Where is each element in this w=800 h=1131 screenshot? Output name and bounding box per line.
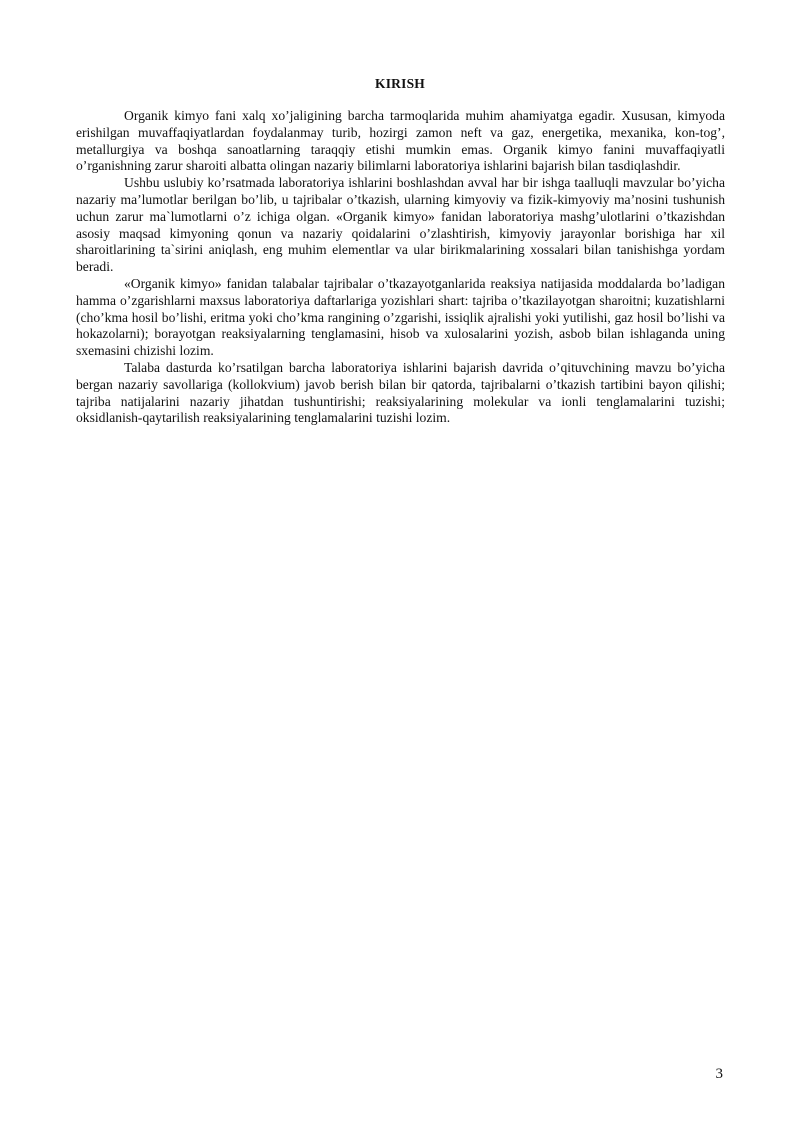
- paragraph-2: Ushbu uslubiy ko’rsatmada laboratoriya ishlarini boshlashdan avval har bir ishga taalluqli mavzular bo’yicha nazariy ma’lumotlar berilgan bo’lib, u tajribalar o’tkazish, ularning kimyoviy va fizik-kimyoviy ma’nosini tushunish uchun zarur ma`lumotlarni o’z ichiga olgan. «Organik kimyo» fanidan laboratoriya mashg’ulotlarini o’tkazishdan asosiy maqsad kimyoning qonun va nazariy qoidalarini o’zlashtirish, kimyoviy jarayonlar borishiga har xil sharoitlarining ta`sirini aniqlash, eng muhim elementlar va ular birikmalarining xossalari bilan tanishishga yordam beradi.: [76, 175, 725, 275]
- page-title: KIRISH: [375, 76, 425, 91]
- page-number: 3: [715, 1066, 723, 1082]
- paragraph-4: Talaba dasturda ko’rsatilgan barcha laboratoriya ishlarini bajarish davrida o’qituvchining mavzu bo’yicha bergan nazariy savollariga (kollokvium) javob berish bilan bir qatorda, tajribalarni o’tkazish tartibini bayon qilishi; tajriba natijalarini nazariy jihatdan tushuntirishi; reaksiyalarining molekular va ionli tenglamalarini tuzishi; oksidlanish-qaytarilish reaksiyalarining tenglamalarini tuzishi lozim.: [76, 359, 725, 426]
- body-text: [76, 108, 725, 427]
- paragraph-3: «Organik kimyo» fanidan talabalar tajribalar o’tkazayotganlarida reaksiya natijasida moddalarda bo’ladigan hamma o’zgarishlarni maxsus laboratoriya daftarlariga yozishlari shart: tajriba o’tkazilayotgan sharoitni; kuzatishlarni (cho’kma hosil bo’lishi, eritma yoki cho’kma rangining o’zgarishi, issiqlik ajralishi yoki yutilishi, gaz hosil bo’lishi va hokazolarni); borayotgan reaksiyalarning tenglamasini, hisob va xulosalarini yozish, asbob bilan ishlaganda uning sxemasini chizishi lozim.: [76, 275, 725, 359]
- paragraph-1: Organik kimyo fani xalq xo’jaligining barcha tarmoqlarida muhim ahamiyatga egadir. Xususan, kimyoda erishilgan muvaffaqiyatlardan foydalanmay turib, hozirgi zamon neft va gaz, energetika, mexanika, kon-tog’, metallurgiya va boshqa sanoatlarning taraqqiy etishi mumkin emas. Organik kimyo fanini muvaffaqiyatli o’rganishning zarur sharoiti albatta olingan nazariy bilimlarni laboratoriya ishlarini bajarish bilan tasdiqlashdir.: [76, 108, 725, 174]
